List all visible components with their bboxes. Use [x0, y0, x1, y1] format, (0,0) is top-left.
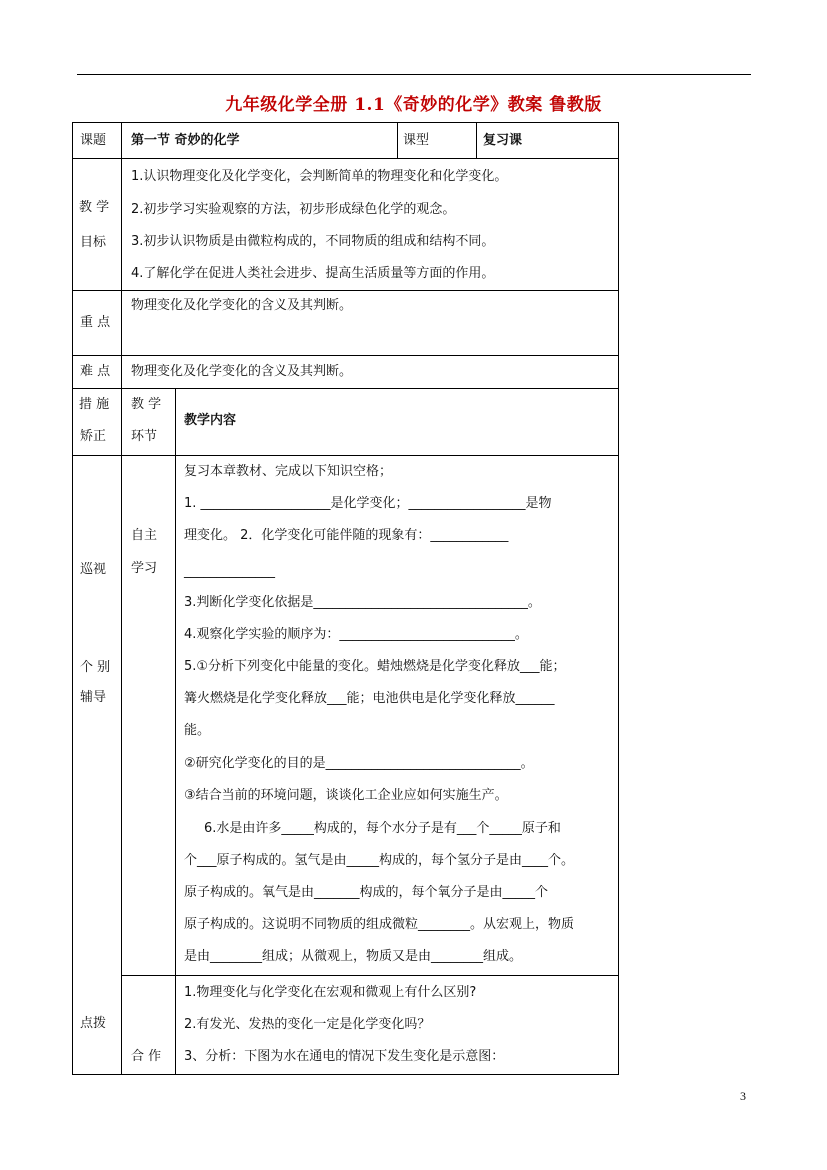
goals-label-2: 目标: [80, 235, 107, 250]
content-line: 复习本章教材、完成以下知识空格；: [184, 464, 393, 479]
content-line: 原子构成的。氧气是由_______构成的，每个氧分子是由_____个: [184, 885, 549, 900]
key-point-label: 重 点: [80, 315, 111, 330]
self-study-label-2: 学习: [131, 561, 158, 576]
individual-label-1: 个 别: [80, 660, 111, 675]
content-line: ②研究化学变化的目的是______________________________。: [184, 756, 534, 771]
content-line: 理变化。 2．化学变化可能伴随的现象有：____________: [184, 528, 509, 543]
content-line: ______________: [184, 564, 275, 579]
difficulty-label: 难 点: [80, 364, 111, 379]
course-value: 第一节 奇妙的化学: [131, 133, 240, 148]
goal-item: 4.了解化学在促进人类社会进步、提高生活质量等方面的作用。: [131, 266, 495, 281]
document-title: 九年级化学全册 1.1《奇妙的化学》教案 鲁教版: [225, 95, 602, 115]
content-line: ③结合当前的环境问题，谈谈化工企业应如何实施生产。: [184, 788, 508, 803]
goal-item: 1.认识物理变化及化学变化，会判断简单的物理变化和化学变化。: [131, 169, 508, 184]
cooperation-label: 合 作: [131, 1049, 162, 1064]
content-line: 原子构成的。这说明不同物质的组成微粒________。从宏观上，物质: [184, 917, 575, 932]
coop-line: 3、分析：下图为水在通电的情况下发生变化是示意图：: [184, 1049, 505, 1064]
key-point-text: 物理变化及化学变化的含义及其判断。: [131, 298, 353, 313]
content-line: 是由________组成；从微观上，物质又是由________组成。: [184, 949, 523, 964]
patrol-label: 巡视: [80, 562, 107, 577]
content-line: 个___原子构成的。氢气是由_____构成的，每个氢分子是由____个。: [184, 853, 575, 868]
content-line: 1. ____________________是化学变化；__________________是物: [184, 496, 552, 511]
stage-header-1: 教 学: [131, 397, 162, 412]
content-line: 5.①分析下列变化中能量的变化。蜡烛燃烧是化学变化释放___能；: [184, 659, 566, 674]
type-value: 复习课: [483, 133, 523, 148]
coop-line: 2.有发光、发热的变化一定是化学变化吗？: [184, 1017, 431, 1032]
page-number: 3: [740, 1089, 746, 1103]
individual-label-2: 辅导: [80, 690, 107, 705]
content-line: 3.判断化学变化依据是_________________________________。: [184, 595, 541, 610]
content-line: 4.观察化学实验的顺序为：___________________________。: [184, 627, 528, 642]
content-line: 篝火燃烧是化学变化释放___能；电池供电是化学变化释放______: [184, 691, 555, 706]
difficulty-text: 物理变化及化学变化的含义及其判断。: [131, 364, 353, 379]
goal-item: 2.初步学习实验观察的方法，初步形成绿色化学的观念。: [131, 202, 456, 217]
self-study-label-1: 自主: [131, 528, 158, 543]
content-line: 能。: [184, 723, 211, 738]
goal-item: 3.初步认识物质是由微粒构成的，不同物质的组成和结构不同。: [131, 234, 495, 249]
guide-label: 点拨: [80, 1016, 107, 1031]
type-label: 课型: [403, 133, 430, 148]
coop-line: 1.物理变化与化学变化在宏观和微观上有什么区别?: [184, 985, 477, 1000]
measures-header-1: 措 施: [79, 397, 110, 412]
measures-header-2: 矫正: [80, 429, 107, 444]
goals-label-1: 教 学: [79, 200, 110, 215]
content-line: 6.水是由许多_____构成的，每个水分子是有___个_____原子和: [204, 821, 561, 836]
content-header: 教学内容: [184, 413, 237, 428]
stage-header-2: 环节: [131, 429, 158, 444]
course-label: 课题: [80, 133, 107, 148]
header-rule: [77, 74, 751, 75]
